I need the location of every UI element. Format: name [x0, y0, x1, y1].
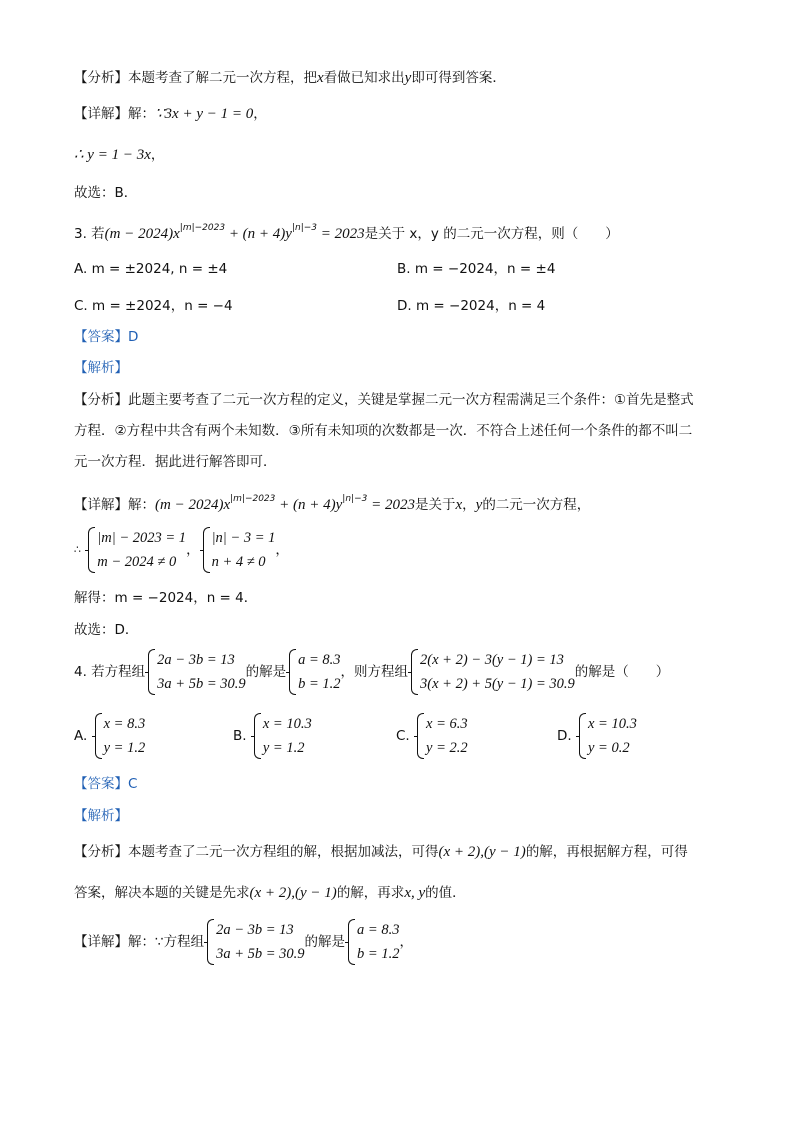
- text: 的二元一次方程，: [482, 497, 591, 513]
- row: x = 10.3: [262, 716, 312, 732]
- math: y: [475, 497, 483, 513]
- option-3d: D. m = −2024，n = 4: [397, 298, 546, 314]
- question-4: [74, 648, 669, 696]
- row: m − 2024 ≠ 0: [97, 554, 177, 570]
- system: [414, 712, 468, 760]
- text: 看做已知求出: [323, 70, 405, 86]
- math: = 2023: [317, 226, 365, 242]
- answer-3: 【答案】D: [74, 329, 139, 345]
- math: ∴ y = 1 − 3x: [74, 147, 151, 163]
- option-3b: B. m = −2024，n = ±4: [397, 261, 556, 277]
- system: [92, 712, 146, 760]
- row: x = 8.3: [103, 716, 146, 732]
- question-3: [74, 218, 619, 244]
- system-d4-2: [345, 918, 399, 966]
- option-4b: [233, 712, 312, 760]
- math-sup: |n|−3: [342, 494, 368, 504]
- option-4d: [557, 712, 637, 760]
- row: b = 1.2: [298, 676, 341, 692]
- row: y = 0.2: [587, 740, 630, 756]
- text: 的解是: [245, 664, 287, 680]
- option-4c: [396, 712, 468, 760]
- math-sup: |m|−2023: [230, 494, 276, 504]
- math: ,(y − 1): [291, 885, 337, 901]
- text: ，则方程组: [340, 664, 409, 680]
- label: D.: [557, 728, 572, 744]
- system-q4-2: [286, 648, 340, 696]
- math: + (n + 4)y: [275, 497, 343, 513]
- row: x = 10.3: [587, 716, 637, 732]
- label: A.: [74, 728, 88, 744]
- detail-3: 【详解】解：$(m - 2024)x^{|m|-2023} + (n + 4)y^{|n|-3} = 2023$是关于x，y的二元一次方程，: [74, 494, 591, 513]
- system-q4-3: [408, 648, 575, 696]
- row: 3(x + 2) + 5(y − 1) = 30.9: [420, 676, 575, 692]
- row: |m| − 2023 = 1: [97, 530, 187, 546]
- text: 是关于: [414, 497, 456, 513]
- text: 的值．: [425, 885, 466, 901]
- row: 3a + 5b = 30.9: [216, 946, 305, 962]
- text: 的解是: [304, 934, 346, 950]
- analysis-4a: [74, 842, 688, 862]
- row: a = 8.3: [357, 922, 400, 938]
- explain-4: 【解析】: [74, 808, 128, 824]
- text: ∴: [74, 543, 81, 556]
- math: ,(y − 1): [480, 844, 526, 860]
- row: 2a − 3b = 13: [157, 652, 235, 668]
- text: 的解，再根据解方程，可得: [525, 844, 688, 860]
- solution-3: 解得：m = −2024，n = 4．: [74, 590, 258, 606]
- row: 2a − 3b = 13: [216, 922, 294, 938]
- text: 3. 若: [74, 226, 105, 242]
- row: b = 1.2: [357, 946, 400, 962]
- choice-line: 故选：B．: [74, 185, 138, 201]
- analysis-3b: 方程．②方程中共含有两个未知数．③所有未知项的次数都是一次．不符合上述任何一个条件的都不叫二: [74, 423, 693, 439]
- text: 【详解】解：∵方程组: [74, 934, 205, 950]
- text: 4. 若方程组: [74, 664, 146, 680]
- math: = 2023: [367, 497, 415, 513]
- text: 【分析】本题考查了二元一次方程组的解，根据加减法，可得: [74, 844, 439, 860]
- math: (m − 2024)x: [104, 226, 180, 242]
- text: ，: [253, 106, 267, 122]
- system: [576, 712, 637, 760]
- row: y = 2.2: [426, 740, 468, 756]
- math: (x + 2): [249, 885, 292, 901]
- system-1: [85, 526, 186, 574]
- analysis-3c: 元一次方程．据此进行解答即可．: [74, 454, 277, 470]
- math-sup: |n|−3: [291, 223, 318, 233]
- row: 2(x + 2) − 3(y − 1) = 13: [420, 652, 564, 668]
- label: B.: [233, 728, 247, 744]
- text: 答案，解决本题的关键是先求: [74, 885, 250, 901]
- math: x: [317, 70, 324, 86]
- system: [251, 712, 312, 760]
- row: |n| − 3 = 1: [211, 530, 276, 546]
- math: + (n + 4)y: [225, 226, 292, 242]
- math: x, y: [404, 885, 426, 901]
- row: n + 4 ≠ 0: [211, 554, 266, 570]
- option-3a: A. m = ±2024, n = ±4: [74, 261, 228, 277]
- answer-4: 【答案】C: [74, 776, 138, 792]
- text: 是关于 x，y 的二元一次方程，则（ ）: [364, 226, 619, 242]
- label: C.: [396, 728, 410, 744]
- analysis-3a: 【分析】此题主要考查了二元一次方程的定义，关键是掌握二元一次方程需满足三个条件：①首先是整式: [74, 392, 694, 408]
- detail-line-1: [74, 104, 267, 124]
- text: ，: [150, 147, 165, 163]
- math: x: [455, 497, 463, 513]
- row: y = 1.2: [103, 740, 146, 756]
- text: 【详解】解：: [74, 497, 155, 513]
- choice-3: 故选：D．: [74, 622, 139, 638]
- detail-4: [74, 918, 413, 966]
- system-q4-1: [145, 648, 245, 696]
- explain-3: 【解析】: [74, 360, 128, 376]
- text: 【分析】本题考查了解二元一次方程，把: [74, 70, 317, 86]
- text: 的解是（ ）: [574, 664, 670, 680]
- row: y = 1.2: [262, 740, 305, 756]
- option-4a: [74, 712, 145, 760]
- analysis-line-1: [74, 68, 506, 88]
- text: 的解，再求: [336, 885, 405, 901]
- text: 即可得到答案．: [411, 70, 506, 86]
- math: (m − 2024)x: [155, 497, 231, 513]
- system-2: [200, 526, 276, 574]
- row: a = 8.3: [298, 652, 341, 668]
- row: x = 6.3: [426, 716, 468, 732]
- analysis-4b: [74, 883, 466, 903]
- text: ，: [399, 934, 413, 950]
- detail-line-2: [74, 145, 164, 165]
- system-d4-1: [204, 918, 304, 966]
- text: 【详解】解：: [74, 106, 155, 122]
- math-sup: |m|−2023: [179, 223, 226, 233]
- math: y: [404, 70, 412, 86]
- option-3c: C. m = ±2024，n = −4: [74, 298, 233, 314]
- math: (x + 2): [438, 844, 481, 860]
- row: 3a + 5b = 30.9: [157, 676, 246, 692]
- system-line-3: ∴ |m| − 2023 = 1 m − 2024 ≠ 0 ， |n| − 3 = 1 n + 4 ≠ 0 ，: [74, 526, 289, 574]
- math: ∵3x + y − 1 = 0: [155, 106, 254, 122]
